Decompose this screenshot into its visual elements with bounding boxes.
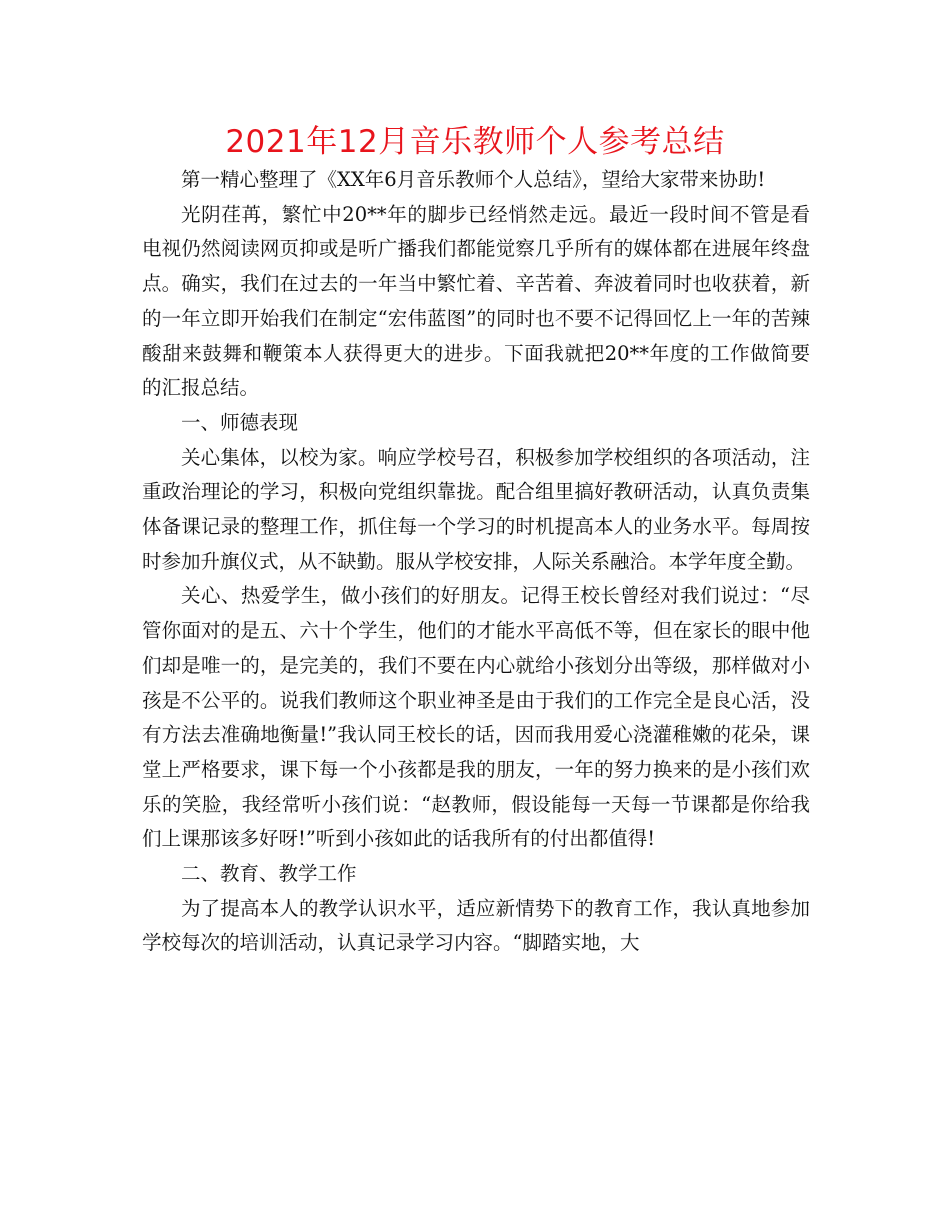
students-paragraph: 关心、热爱学生，做小孩们的好朋友。记得王校长曾经对我们说过：“尽管你面对的是五、六十个学生，他们的才能水平高低不等，但在家长的眼中他们却是唯一的，是完美的，我们不要在内心就给小孩划分出等级，那样做对小孩是不公平的。说我们教师这个职业神圣是由于我们的工作完全是良心活，没有方法去准确地衡量!”我认同王校长的话，因而我用爱心浇灌稚嫩的花朵，课堂上严格要求，课下每一个小孩都是我的朋友，一年的努力换来的是小孩们欢乐的笑脸，我经常听小孩们说：“赵教师，假设能每一天每一节课都是你给我们上课那该多好呀!”听到小孩如此的话我所有的付出都值得!	[142, 584, 810, 851]
document-body	[142, 163, 810, 961]
section-heading-teaching: 二、教育、教学工作	[181, 862, 357, 886]
teaching-paragraph: 为了提高本人的教学认识水平，适应新情势下的教育工作，我认真地参加学校每次的培训活动，认真记录学习内容。“脚踏实地，大	[142, 896, 810, 955]
intro-paragraph: 第一精心整理了《XX年6月音乐教师个人总结》，望给大家带来协助!	[181, 168, 766, 191]
ethics-paragraph: 关心集体，以校为家。响应学校号召，积极参加学校组织的各项活动，注重政治理论的学习，积极向党组织靠拢。配合组里搞好教研活动，认真负责集体备课记录的整理工作，抓住每一个学习的时机提高本人的业务水平。每周按时参加升旗仪式，从不缺勤。服从学校安排，人际关系融洽。本学年度全勤。	[142, 445, 810, 573]
opening-paragraph: 光阴荏苒，繁忙中20**年的脚步已经悄然走远。最近一段时间不管是看电视仍然阅读网页抑或是听广播我们都能觉察几乎所有的媒体都在进展年终盘点。确实，我们在过去的一年当中繁忙着、辛苦着、奔波着同时也收获着，新的一年立即开始我们在制定“宏伟蓝图”的同时也不要不记得回忆上一年的苦辣酸甜来鼓舞和鞭策本人获得更大的进步。下面我就把20**年度的工作做简要的汇报总结。	[142, 202, 810, 400]
section-heading-ethics: 一、师德表现	[181, 410, 299, 434]
document-title: 2021年12月音乐教师个人参考总结	[225, 124, 725, 160]
